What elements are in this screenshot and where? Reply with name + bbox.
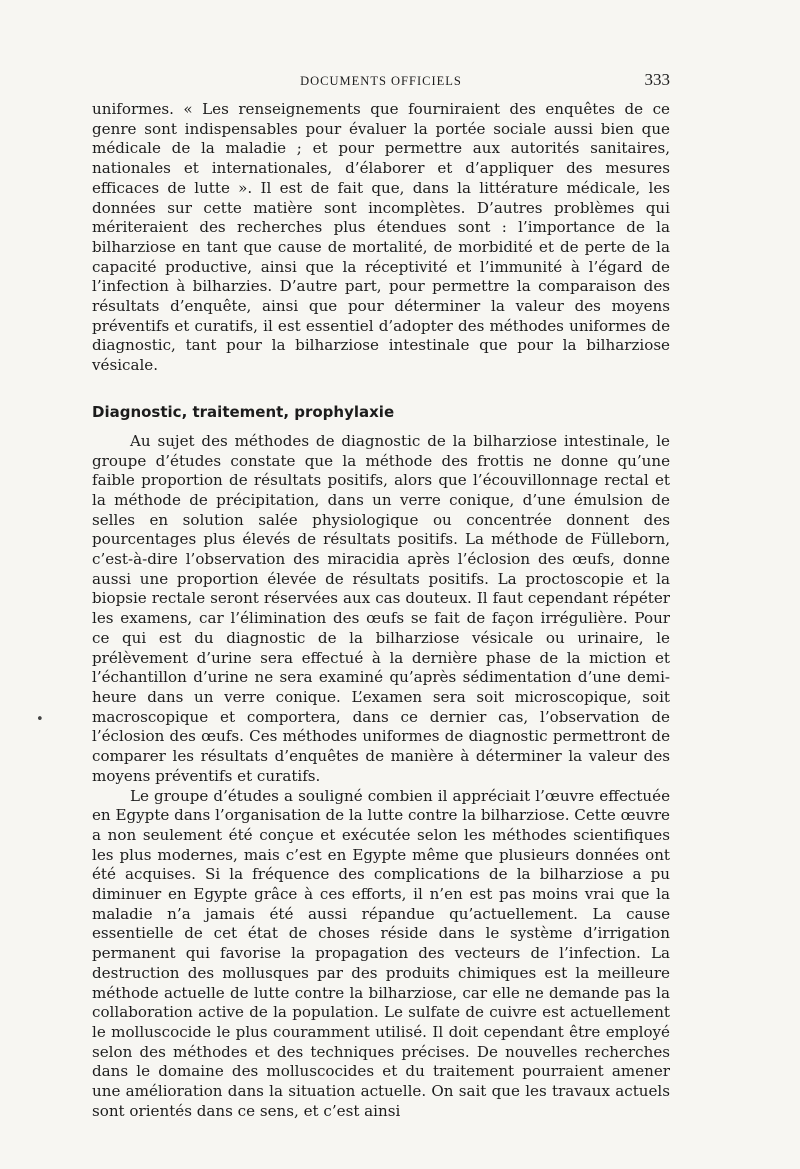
section-heading: Diagnostic, traitement, prophylaxie: [92, 402, 395, 421]
body-text: [92, 100, 670, 1121]
page-number: 333: [644, 70, 670, 89]
intro-paragraph: uniformes. « Les renseignements que fourniraient des enquêtes de ce genre sont indispensables pour évaluer la portée sociale aussi bien que médicale de la maladie ; et pour permettre aux autorités sanitaires, nationales et internationales, d’élaborer et d’appliquer des mesures efficaces de lutte ». Il est de fait que, dans la littérature médicale, les données sur cette matière sont incomplètes. D’autres problèmes qui mériteraient des recherches plus étendues sont : l’importance de la bilharziose en tant que cause de mortalité, de morbidité et de perte de la capacité productive, ainsi que la réceptivité et l’immunité à l’égard de l’infection à bilharzies. D’autre part, pour permettre la comparaison des résultats d’enquête, ainsi que pour déterminer la valeur des moyens préventifs et curatifs, il est essentiel d’adopter des méthodes uniformes de diagnostic, tant pour la bilharziose intestinale que pour la bilharziose vésicale.: [92, 100, 670, 375]
diagnostic-paragraph: Au sujet des méthodes de diagnostic de la bilharziose intestinale, le groupe d’études constate que la méthode des frottis ne donne qu’une faible proportion de résultats positifs, alors que l’écouvillonnage rectal et la méthode de précipitation, dans un verre conique, d’une émulsion de selles en solution salée physiologique ou concentrée donnent des pourcentages plus élevés de résultats positifs. La méthode de Fülleborn, c’est-à-dire l’observation des miracidia après l’éclosion des œufs, donne aussi une proportion élevée de résultats positifs. La proctoscopie et la biopsie rectale seront réservées aux cas douteux. Il faut cependant répéter les examens, car l’élimination des œufs se fait de façon irrégulière. Pour ce qui est du diagnostic de la bilharziose vésicale ou urinaire, le prélèvement d’urine sera effectué à la dernière phase de la miction et l’échantillon d’urine ne sera examiné qu’après sédimentation d’une demi-heure dans un verre conique. L’examen sera soit microscopique, soit macroscopique et comportera, dans ce dernier cas, l’observation de l’éclosion des œufs. Ces méthodes uniformes de diagnostic permettront de comparer les résultats d’enquêtes de manière à déterminer la valeur des moyens préventifs et curatifs.: [92, 431, 670, 785]
running-head: DOCUMENTS OFFICIELS: [300, 74, 462, 88]
margin-mark: •: [36, 712, 44, 727]
page-header: [92, 70, 670, 94]
egypt-paragraph: Le groupe d’études a souligné combien il appréciait l’œuvre effectuée en Egypte dans l’organisation de la lutte contre la bilharziose. Cette œuvre a non seulement été conçue et exécutée selon les méthodes scientifiques les plus modernes, mais c’est en Egypte même que plusieurs données ont été acquises. Si la fréquence des complications de la bilharziose a pu diminuer en Egypte grâce à ces efforts, il n’en est pas moins vrai que la maladie n’a jamais été aussi répandue qu’actuellement. La cause essentielle de cet état de choses réside dans le système d’irrigation permanent qui favorise la propagation des vecteurs de l’infection. La destruction des mollusques par des produits chimiques est la meilleure méthode actuelle de lutte contre la bilharziose, car elle ne demande pas la collaboration active de la population. Le sulfate de cuivre est actuellement le molluscocide le plus couramment utilisé. Il doit cependant être employé selon des méthodes et des techniques précises. De nouvelles recherches dans le domaine des molluscocides et du traitement pourraient amener une amélioration dans la situation actuelle. On sait que les travaux actuels sont orientés dans ce sens, et c’est ainsi: [92, 786, 670, 1120]
